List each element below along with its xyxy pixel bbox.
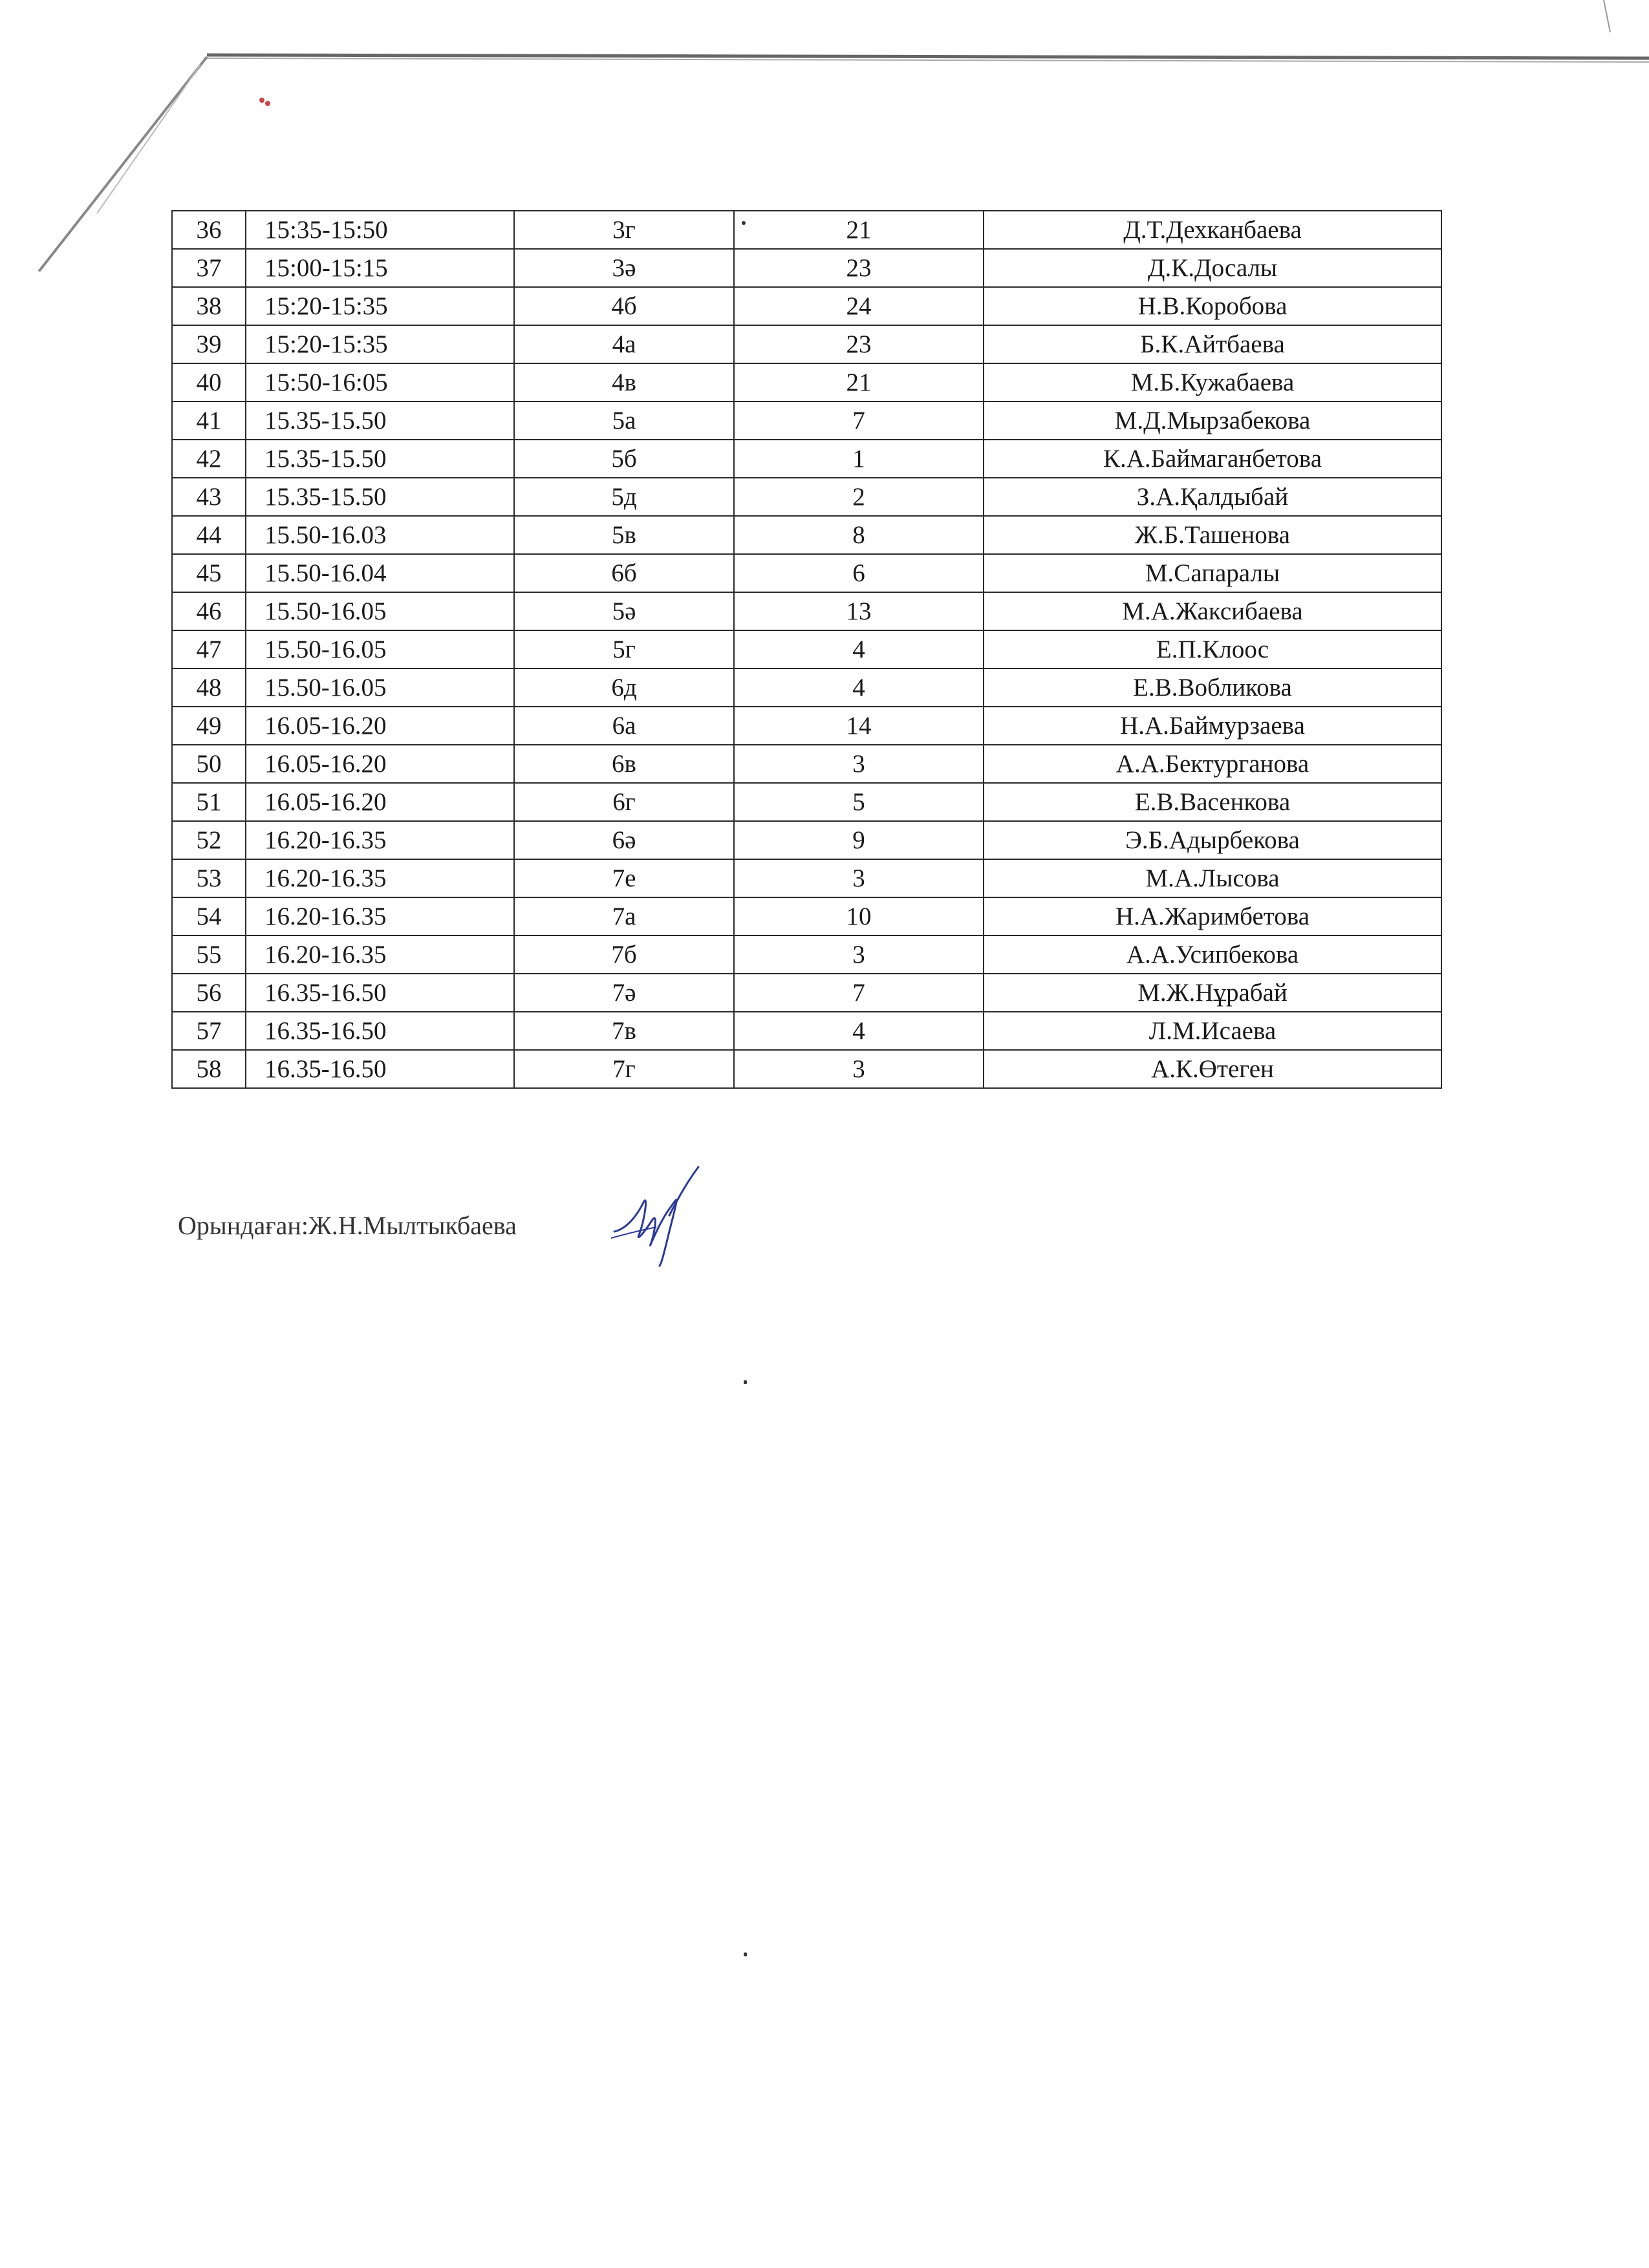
count-cell: 21 bbox=[734, 363, 984, 401]
table-row bbox=[172, 669, 1441, 707]
table-row bbox=[172, 630, 1441, 669]
teacher-cell: Е.В.Вобликова bbox=[984, 669, 1441, 707]
teacher-cell: Е.В.Васенкова bbox=[984, 783, 1441, 821]
count-cell: 4 bbox=[734, 669, 984, 707]
teacher-cell: М.А.Жаксибаева bbox=[984, 592, 1441, 630]
handwritten-signature bbox=[608, 1157, 705, 1267]
table-row bbox=[172, 974, 1441, 1012]
class-cell: 5в bbox=[514, 516, 734, 554]
teacher-cell: М.А.Лысова bbox=[984, 859, 1441, 897]
row-number-cell: 47 bbox=[172, 630, 246, 669]
class-cell: 3ә bbox=[514, 249, 734, 287]
class-cell: 5д bbox=[514, 478, 734, 516]
row-number-cell: 52 bbox=[172, 821, 246, 859]
row-number-cell: 36 bbox=[172, 211, 246, 249]
class-cell: 4а bbox=[514, 325, 734, 363]
row-number-cell: 54 bbox=[172, 897, 246, 936]
row-number-cell: 45 bbox=[172, 554, 246, 592]
row-number-cell: 56 bbox=[172, 974, 246, 1012]
count-cell: 1 bbox=[734, 440, 984, 478]
table-row bbox=[172, 211, 1441, 249]
row-number-cell: 42 bbox=[172, 440, 246, 478]
row-number-cell: 41 bbox=[172, 401, 246, 440]
count-cell: 3 bbox=[734, 1050, 984, 1088]
time-cell: 16.05-16.20 bbox=[246, 707, 514, 745]
teacher-cell: Л.М.Исаева bbox=[984, 1012, 1441, 1050]
count-cell: 23 bbox=[734, 325, 984, 363]
time-cell: 15.35-15.50 bbox=[246, 478, 514, 516]
table-row bbox=[172, 516, 1441, 554]
table-row bbox=[172, 592, 1441, 630]
teacher-cell: Д.Т.Дехканбаева bbox=[984, 211, 1441, 249]
row-number-cell: 39 bbox=[172, 325, 246, 363]
class-cell: 7ә bbox=[514, 974, 734, 1012]
time-cell: 15.35-15.50 bbox=[246, 440, 514, 478]
time-cell: 16.35-16.50 bbox=[246, 974, 514, 1012]
table-row bbox=[172, 745, 1441, 783]
table-row bbox=[172, 249, 1441, 287]
time-cell: 15.50-16.05 bbox=[246, 592, 514, 630]
table-row bbox=[172, 554, 1441, 592]
row-number-cell: 51 bbox=[172, 783, 246, 821]
time-cell: 15.50-16.04 bbox=[246, 554, 514, 592]
scan-speck bbox=[744, 1380, 747, 1384]
class-cell: 5б bbox=[514, 440, 734, 478]
time-cell: 16.05-16.20 bbox=[246, 745, 514, 783]
count-cell: 10 bbox=[734, 897, 984, 936]
row-number-cell: 48 bbox=[172, 669, 246, 707]
teacher-cell: А.К.Өтеген bbox=[984, 1050, 1441, 1088]
class-cell: 6д bbox=[514, 669, 734, 707]
count-cell: 13 bbox=[734, 592, 984, 630]
row-number-cell: 50 bbox=[172, 745, 246, 783]
time-cell: 16.20-16.35 bbox=[246, 859, 514, 897]
row-number-cell: 55 bbox=[172, 936, 246, 974]
time-cell: 15.50-16.05 bbox=[246, 669, 514, 707]
time-cell: 16.35-16.50 bbox=[246, 1050, 514, 1088]
class-cell: 7б bbox=[514, 936, 734, 974]
class-cell: 4в bbox=[514, 363, 734, 401]
class-cell: 7в bbox=[514, 1012, 734, 1050]
row-number-cell: 43 bbox=[172, 478, 246, 516]
table-row bbox=[172, 287, 1441, 325]
class-cell: 5г bbox=[514, 630, 734, 669]
time-cell: 16.35-16.50 bbox=[246, 1012, 514, 1050]
class-cell: 6г bbox=[514, 783, 734, 821]
count-cell: 2 bbox=[734, 478, 984, 516]
row-number-cell: 53 bbox=[172, 859, 246, 897]
teacher-cell: З.А.Қалдыбай bbox=[984, 478, 1441, 516]
row-number-cell: 37 bbox=[172, 249, 246, 287]
table-row bbox=[172, 1050, 1441, 1088]
table-row bbox=[172, 936, 1441, 974]
row-number-cell: 49 bbox=[172, 707, 246, 745]
teacher-cell: К.А.Баймаганбетова bbox=[984, 440, 1441, 478]
performer-signature-line: Орындаған:Ж.Н.Мылтыкбаева bbox=[178, 1211, 517, 1240]
table-row bbox=[172, 821, 1441, 859]
time-cell: 16.20-16.35 bbox=[246, 936, 514, 974]
teacher-cell: Б.К.Айтбаева bbox=[984, 325, 1441, 363]
teacher-cell: М.Б.Кужабаева bbox=[984, 363, 1441, 401]
row-number-cell: 46 bbox=[172, 592, 246, 630]
time-cell: 15:35-15:50 bbox=[246, 211, 514, 249]
teacher-cell: Ж.Б.Ташенова bbox=[984, 516, 1441, 554]
table-row bbox=[172, 897, 1441, 936]
class-cell: 6в bbox=[514, 745, 734, 783]
time-cell: 15:00-15:15 bbox=[246, 249, 514, 287]
table-row bbox=[172, 440, 1441, 478]
teacher-cell: Н.А.Жаримбетова bbox=[984, 897, 1441, 936]
schedule-table bbox=[171, 210, 1442, 1089]
class-cell: 6а bbox=[514, 707, 734, 745]
teacher-cell: М.Д.Мырзабекова bbox=[984, 401, 1441, 440]
table-row bbox=[172, 478, 1441, 516]
count-cell: 7 bbox=[734, 974, 984, 1012]
table-row bbox=[172, 401, 1441, 440]
count-cell: 14 bbox=[734, 707, 984, 745]
table-row bbox=[172, 325, 1441, 363]
teacher-cell: М.Ж.Нұрабай bbox=[984, 974, 1441, 1012]
class-cell: 7г bbox=[514, 1050, 734, 1088]
count-cell: 9 bbox=[734, 821, 984, 859]
time-cell: 16.20-16.35 bbox=[246, 897, 514, 936]
teacher-cell: А.А.Усипбекова bbox=[984, 936, 1441, 974]
time-cell: 15.50-16.03 bbox=[246, 516, 514, 554]
count-cell: 4 bbox=[734, 630, 984, 669]
scan-speck bbox=[744, 1952, 747, 1956]
time-cell: 16.05-16.20 bbox=[246, 783, 514, 821]
class-cell: 5ә bbox=[514, 592, 734, 630]
row-number-cell: 40 bbox=[172, 363, 246, 401]
row-number-cell: 38 bbox=[172, 287, 246, 325]
class-cell: 3г bbox=[514, 211, 734, 249]
count-cell: 8 bbox=[734, 516, 984, 554]
class-cell: 6б bbox=[514, 554, 734, 592]
table-row bbox=[172, 363, 1441, 401]
table-row bbox=[172, 859, 1441, 897]
count-cell: 21 bbox=[734, 211, 984, 249]
table-row bbox=[172, 1012, 1441, 1050]
class-cell: 7а bbox=[514, 897, 734, 936]
time-cell: 15:50-16:05 bbox=[246, 363, 514, 401]
class-cell: 5а bbox=[514, 401, 734, 440]
class-cell: 4б bbox=[514, 287, 734, 325]
count-cell: 3 bbox=[734, 936, 984, 974]
table-row bbox=[172, 707, 1441, 745]
count-cell: 23 bbox=[734, 249, 984, 287]
row-number-cell: 57 bbox=[172, 1012, 246, 1050]
row-number-cell: 58 bbox=[172, 1050, 246, 1088]
count-cell: 4 bbox=[734, 1012, 984, 1050]
class-cell: 7е bbox=[514, 859, 734, 897]
row-number-cell: 44 bbox=[172, 516, 246, 554]
table-row bbox=[172, 783, 1441, 821]
teacher-cell: Э.Б.Адырбекова bbox=[984, 821, 1441, 859]
time-cell: 15.50-16.05 bbox=[246, 630, 514, 669]
time-cell: 16.20-16.35 bbox=[246, 821, 514, 859]
teacher-cell: Н.А.Баймурзаева bbox=[984, 707, 1441, 745]
time-cell: 15.35-15.50 bbox=[246, 401, 514, 440]
count-cell: 6 bbox=[734, 554, 984, 592]
time-cell: 15:20-15:35 bbox=[246, 325, 514, 363]
teacher-cell: Д.К.Досалы bbox=[984, 249, 1441, 287]
count-cell: 3 bbox=[734, 859, 984, 897]
time-cell: 15:20-15:35 bbox=[246, 287, 514, 325]
teacher-cell: Е.П.Клоос bbox=[984, 630, 1441, 669]
count-cell: 5 bbox=[734, 783, 984, 821]
schedule-table-body bbox=[172, 211, 1441, 1088]
teacher-cell: А.А.Бектурганова bbox=[984, 745, 1441, 783]
count-cell: 3 bbox=[734, 745, 984, 783]
class-cell: 6ә bbox=[514, 821, 734, 859]
teacher-cell: Н.В.Коробова bbox=[984, 287, 1441, 325]
teacher-cell: М.Сапаралы bbox=[984, 554, 1441, 592]
count-cell: 24 bbox=[734, 287, 984, 325]
count-cell: 7 bbox=[734, 401, 984, 440]
